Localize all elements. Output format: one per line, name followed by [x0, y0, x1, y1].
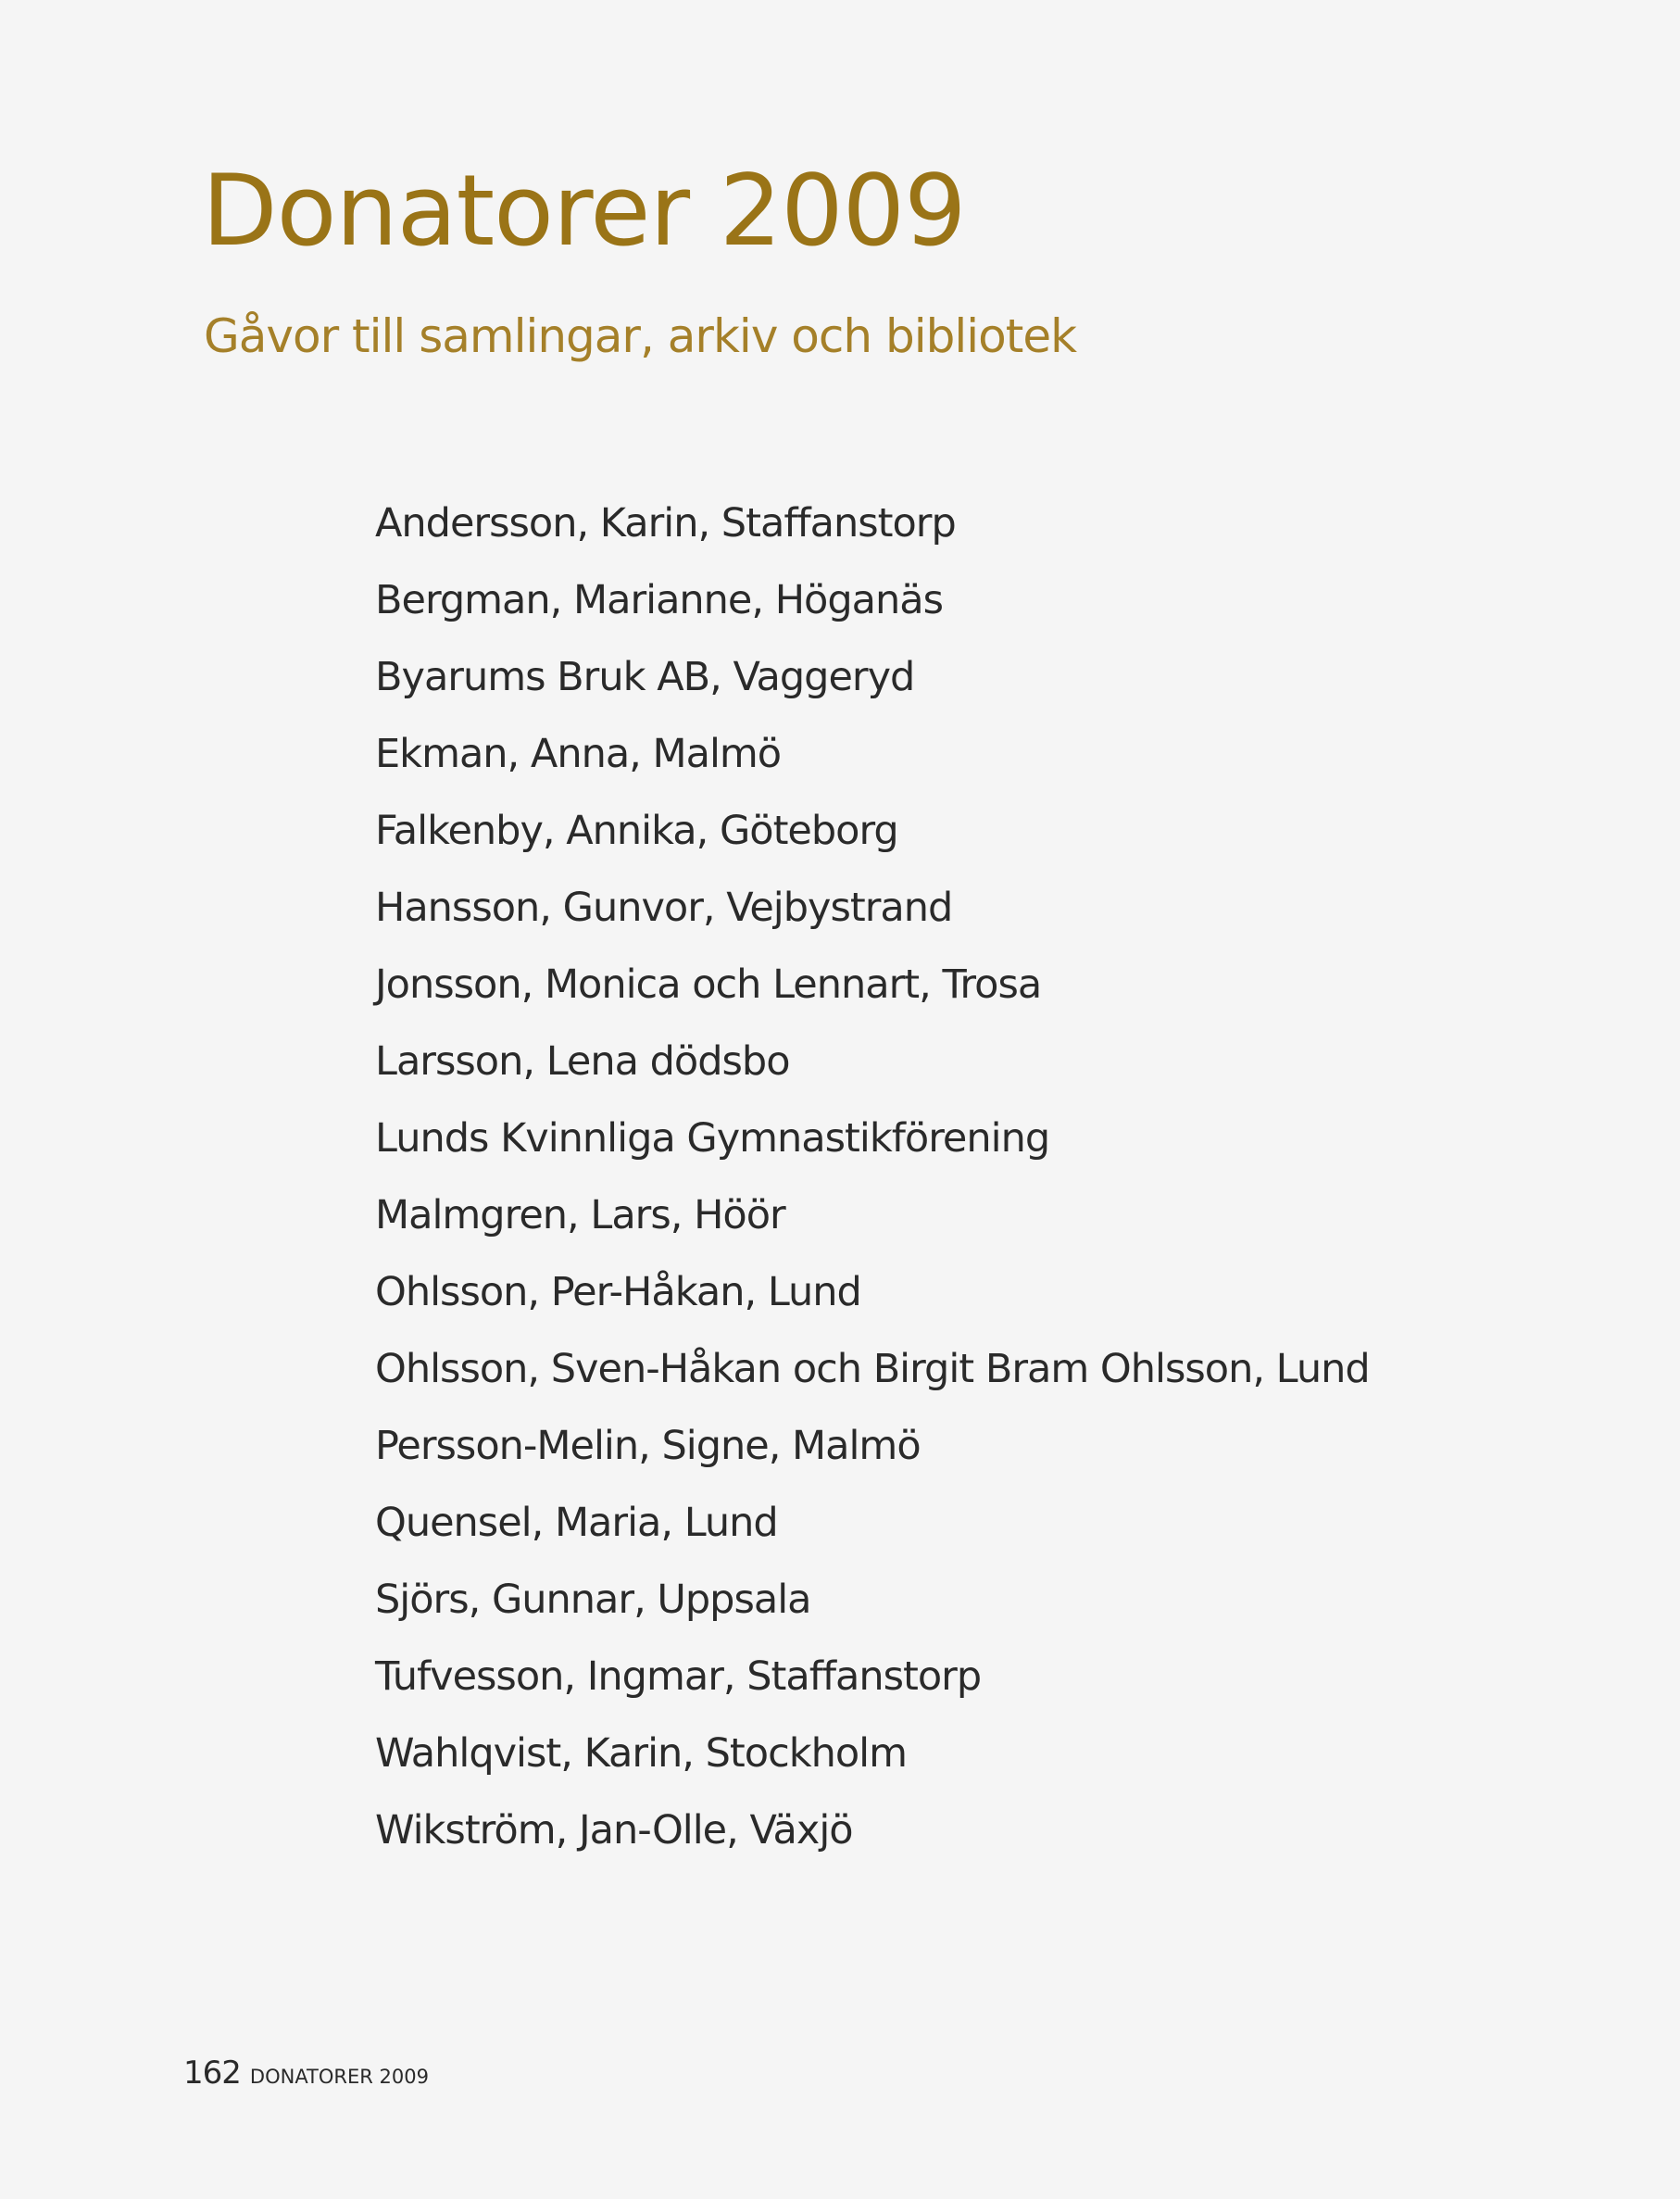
- donor-item: Malmgren, Lars, Höör: [375, 1192, 785, 1238]
- donor-list: [375, 496, 1370, 1879]
- donor-item: Tufvesson, Ingmar, Staffanstorp: [375, 1653, 982, 1700]
- donor-item: Sjörs, Gunnar, Uppsala: [375, 1577, 811, 1623]
- donor-item: Hansson, Gunvor, Vejbystrand: [375, 885, 953, 931]
- page-number: 162: [183, 2054, 241, 2092]
- donor-item: Ohlsson, Per-Håkan, Lund: [375, 1269, 861, 1315]
- donor-item: Andersson, Karin, Staffanstorp: [375, 500, 956, 547]
- page-subtitle: Gåvor till samlingar, arkiv och bibliotek: [204, 309, 1077, 363]
- page-footer: [183, 2054, 429, 2092]
- donor-item: Falkenby, Annika, Göteborg: [375, 808, 898, 854]
- donor-item: Wahlqvist, Karin, Stockholm: [375, 1730, 908, 1777]
- donor-item: Byarums Bruk AB, Vaggeryd: [375, 654, 915, 700]
- donor-item: Bergman, Marianne, Höganäs: [375, 577, 944, 623]
- donor-item: Wikström, Jan-Olle, Växjö: [375, 1807, 853, 1853]
- donor-item: Larsson, Lena dödsbo: [375, 1038, 790, 1085]
- donor-item: Quensel, Maria, Lund: [375, 1500, 778, 1546]
- donor-item: Jonsson, Monica och Lennart, Trosa: [375, 961, 1042, 1008]
- donor-item: Ekman, Anna, Malmö: [375, 731, 782, 777]
- donor-item: Ohlsson, Sven-Håkan och Birgit Bram Ohlsson, Lund: [375, 1346, 1370, 1392]
- donor-item: Lunds Kvinnliga Gymnastikförening: [375, 1115, 1050, 1162]
- page-title: Donatorer 2009: [202, 154, 966, 268]
- running-title: DONATORER 2009: [249, 2066, 429, 2088]
- donor-item: Persson-Melin, Signe, Malmö: [375, 1423, 921, 1469]
